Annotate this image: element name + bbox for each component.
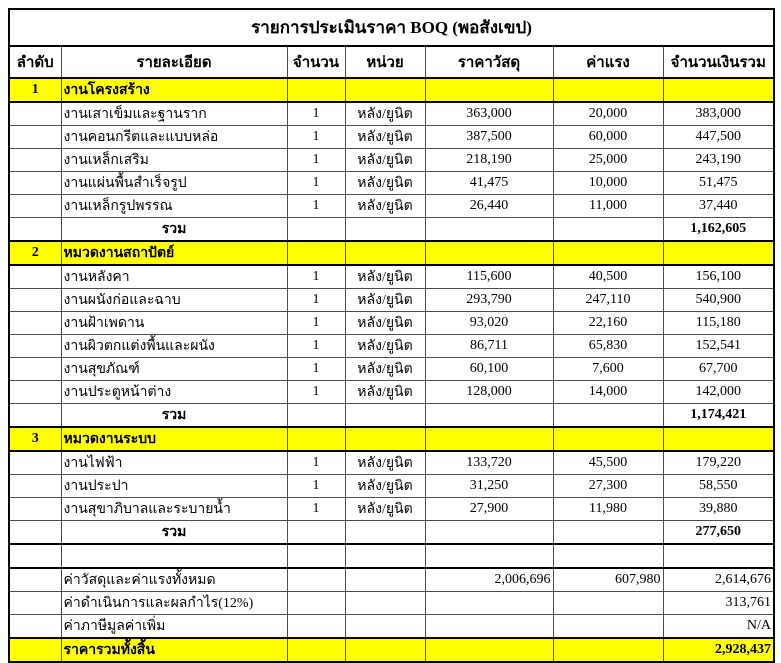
cell-desc: งานประปา bbox=[61, 475, 287, 498]
cell-desc: งานสุขาภิบาลและระบายน้ำ bbox=[61, 498, 287, 521]
cell-no bbox=[9, 568, 61, 592]
cell-total: 37,440 bbox=[663, 195, 774, 218]
cell-labor bbox=[553, 78, 663, 102]
cell-labor bbox=[553, 521, 663, 545]
table-row-item bbox=[9, 312, 774, 335]
cell-no bbox=[9, 218, 61, 242]
cell-material: 218,190 bbox=[425, 149, 553, 172]
cell-unit: หลัง/ยูนิต bbox=[345, 381, 425, 404]
table-row-section bbox=[9, 78, 774, 102]
cell-desc: ค่าดำเนินการและผลกำไร(12%) bbox=[61, 592, 287, 615]
cell-labor bbox=[553, 638, 663, 662]
cell-no bbox=[9, 615, 61, 639]
cell-unit bbox=[345, 404, 425, 428]
cell-material: 115,600 bbox=[425, 265, 553, 289]
cell-unit: หลัง/ยูนิต bbox=[345, 475, 425, 498]
col-header-material: ราคาวัสดุ bbox=[425, 46, 553, 78]
cell-total: 277,650 bbox=[663, 521, 774, 545]
cell-desc: งานฝ้าเพดาน bbox=[61, 312, 287, 335]
cell-material bbox=[425, 592, 553, 615]
cell-labor bbox=[553, 592, 663, 615]
cell-labor: 7,600 bbox=[553, 358, 663, 381]
cell-material: 26,440 bbox=[425, 195, 553, 218]
cell-material: 86,711 bbox=[425, 335, 553, 358]
cell-desc: ค่าวัสดุและค่าแรงทั้งหมด bbox=[61, 568, 287, 592]
table-row-item bbox=[9, 381, 774, 404]
cell-desc: งานเสาเข็มและฐานราก bbox=[61, 102, 287, 126]
table-row-item bbox=[9, 172, 774, 195]
cell-unit: หลัง/ยูนิต bbox=[345, 102, 425, 126]
cell-labor: 27,300 bbox=[553, 475, 663, 498]
cell-no bbox=[9, 358, 61, 381]
cell-no bbox=[9, 149, 61, 172]
cell-labor: 60,000 bbox=[553, 126, 663, 149]
cell-unit: หลัง/ยูนิต bbox=[345, 195, 425, 218]
cell-material bbox=[425, 544, 553, 568]
cell-labor: 11,000 bbox=[553, 195, 663, 218]
cell-labor: 45,500 bbox=[553, 451, 663, 475]
cell-desc bbox=[61, 544, 287, 568]
cell-material: 363,000 bbox=[425, 102, 553, 126]
cell-material: 31,250 bbox=[425, 475, 553, 498]
cell-qty: 1 bbox=[287, 289, 345, 312]
cell-labor: 11,980 bbox=[553, 498, 663, 521]
cell-unit bbox=[345, 592, 425, 615]
cell-total: 1,174,421 bbox=[663, 404, 774, 428]
cell-desc: งานสุขภัณฑ์ bbox=[61, 358, 287, 381]
table-row-item bbox=[9, 498, 774, 521]
table-row-item bbox=[9, 475, 774, 498]
cell-total bbox=[663, 78, 774, 102]
cell-no bbox=[9, 544, 61, 568]
cell-unit: หลัง/ยูนิต bbox=[345, 498, 425, 521]
col-header-desc: รายละเอียด bbox=[61, 46, 287, 78]
cell-qty: 1 bbox=[287, 195, 345, 218]
cell-no bbox=[9, 404, 61, 428]
cell-desc: รวม bbox=[61, 521, 287, 545]
cell-labor bbox=[553, 544, 663, 568]
cell-desc: งานผนังก่อและฉาบ bbox=[61, 289, 287, 312]
cell-labor: 22,160 bbox=[553, 312, 663, 335]
cell-qty: 1 bbox=[287, 358, 345, 381]
title-row bbox=[9, 9, 774, 46]
table-row-item bbox=[9, 265, 774, 289]
table-row-sum bbox=[9, 521, 774, 545]
cell-material bbox=[425, 218, 553, 242]
cell-total: 447,500 bbox=[663, 126, 774, 149]
cell-total: 58,550 bbox=[663, 475, 774, 498]
cell-labor: 14,000 bbox=[553, 381, 663, 404]
cell-qty bbox=[287, 638, 345, 662]
cell-desc: หมวดงานสถาปัตย์ bbox=[61, 241, 287, 265]
cell-qty bbox=[287, 241, 345, 265]
cell-total: 243,190 bbox=[663, 149, 774, 172]
cell-no bbox=[9, 498, 61, 521]
col-header-total: จำนวนเงินรวม bbox=[663, 46, 774, 78]
cell-total: 51,475 bbox=[663, 172, 774, 195]
cell-no bbox=[9, 172, 61, 195]
cell-material: 27,900 bbox=[425, 498, 553, 521]
table-row-footer bbox=[9, 615, 774, 639]
cell-qty: 1 bbox=[287, 475, 345, 498]
cell-qty bbox=[287, 404, 345, 428]
cell-total: 313,761 bbox=[663, 592, 774, 615]
cell-material bbox=[425, 78, 553, 102]
col-header-qty: จำนวน bbox=[287, 46, 345, 78]
cell-total bbox=[663, 427, 774, 451]
cell-no bbox=[9, 475, 61, 498]
cell-total: 156,100 bbox=[663, 265, 774, 289]
cell-total: 39,880 bbox=[663, 498, 774, 521]
cell-no bbox=[9, 381, 61, 404]
cell-desc: งานแผ่นพื้นสำเร็จรูป bbox=[61, 172, 287, 195]
cell-qty bbox=[287, 427, 345, 451]
cell-qty bbox=[287, 78, 345, 102]
cell-total: 67,700 bbox=[663, 358, 774, 381]
cell-unit bbox=[345, 218, 425, 242]
cell-material bbox=[425, 521, 553, 545]
table-body bbox=[9, 78, 774, 662]
cell-qty: 1 bbox=[287, 265, 345, 289]
cell-desc: งานเหล็กเสริม bbox=[61, 149, 287, 172]
cell-material bbox=[425, 427, 553, 451]
cell-qty: 1 bbox=[287, 126, 345, 149]
cell-material: 41,475 bbox=[425, 172, 553, 195]
cell-material: 293,790 bbox=[425, 289, 553, 312]
cell-desc: ราคารวมทั้งสิ้น bbox=[61, 638, 287, 662]
cell-unit: หลัง/ยูนิต bbox=[345, 312, 425, 335]
boq-table bbox=[8, 8, 775, 663]
cell-no: 2 bbox=[9, 241, 61, 265]
cell-qty: 1 bbox=[287, 312, 345, 335]
table-row-sum bbox=[9, 404, 774, 428]
cell-total: 540,900 bbox=[663, 289, 774, 312]
table-row-footer bbox=[9, 568, 774, 592]
cell-desc: งานไฟฟ้า bbox=[61, 451, 287, 475]
cell-unit: หลัง/ยูนิต bbox=[345, 126, 425, 149]
cell-no bbox=[9, 592, 61, 615]
cell-unit: หลัง/ยูนิต bbox=[345, 335, 425, 358]
cell-qty bbox=[287, 218, 345, 242]
cell-labor bbox=[553, 427, 663, 451]
cell-qty bbox=[287, 592, 345, 615]
cell-no bbox=[9, 638, 61, 662]
cell-unit bbox=[345, 544, 425, 568]
cell-total: 115,180 bbox=[663, 312, 774, 335]
cell-material bbox=[425, 638, 553, 662]
table-row-blank bbox=[9, 544, 774, 568]
cell-unit bbox=[345, 521, 425, 545]
table-row-item bbox=[9, 102, 774, 126]
cell-labor bbox=[553, 241, 663, 265]
cell-qty: 1 bbox=[287, 381, 345, 404]
cell-desc: ค่าภาษีมูลค่าเพิ่ม bbox=[61, 615, 287, 639]
cell-unit: หลัง/ยูนิต bbox=[345, 451, 425, 475]
cell-labor: 247,110 bbox=[553, 289, 663, 312]
cell-labor bbox=[553, 615, 663, 639]
cell-unit bbox=[345, 427, 425, 451]
cell-no bbox=[9, 289, 61, 312]
cell-qty: 1 bbox=[287, 102, 345, 126]
cell-desc: งานผิวตกแต่งพื้นและผนัง bbox=[61, 335, 287, 358]
cell-material bbox=[425, 615, 553, 639]
cell-desc: งานโครงสร้าง bbox=[61, 78, 287, 102]
cell-material: 60,100 bbox=[425, 358, 553, 381]
cell-unit: หลัง/ยูนิต bbox=[345, 149, 425, 172]
cell-no bbox=[9, 335, 61, 358]
table-row-footer bbox=[9, 592, 774, 615]
cell-no bbox=[9, 265, 61, 289]
table-row-item bbox=[9, 149, 774, 172]
cell-desc: หมวดงานระบบ bbox=[61, 427, 287, 451]
cell-qty: 1 bbox=[287, 498, 345, 521]
cell-no: 3 bbox=[9, 427, 61, 451]
cell-total: 1,162,605 bbox=[663, 218, 774, 242]
table-row-item bbox=[9, 195, 774, 218]
cell-qty: 1 bbox=[287, 335, 345, 358]
cell-total: 2,614,676 bbox=[663, 568, 774, 592]
cell-total: 179,220 bbox=[663, 451, 774, 475]
cell-qty bbox=[287, 544, 345, 568]
table-row-grand bbox=[9, 638, 774, 662]
cell-desc: รวม bbox=[61, 218, 287, 242]
cell-qty bbox=[287, 568, 345, 592]
cell-total: 142,000 bbox=[663, 381, 774, 404]
table-row-item bbox=[9, 289, 774, 312]
table-row-item bbox=[9, 358, 774, 381]
cell-total bbox=[663, 544, 774, 568]
cell-no bbox=[9, 521, 61, 545]
cell-unit: หลัง/ยูนิต bbox=[345, 289, 425, 312]
cell-no: 1 bbox=[9, 78, 61, 102]
cell-material: 128,000 bbox=[425, 381, 553, 404]
cell-material: 2,006,696 bbox=[425, 568, 553, 592]
cell-material bbox=[425, 404, 553, 428]
table-row-sum bbox=[9, 218, 774, 242]
table-row-item bbox=[9, 335, 774, 358]
cell-qty bbox=[287, 615, 345, 639]
cell-total: 152,541 bbox=[663, 335, 774, 358]
cell-material bbox=[425, 241, 553, 265]
table-row-section bbox=[9, 427, 774, 451]
cell-unit: หลัง/ยูนิต bbox=[345, 265, 425, 289]
cell-no bbox=[9, 312, 61, 335]
cell-qty: 1 bbox=[287, 149, 345, 172]
cell-total: 383,000 bbox=[663, 102, 774, 126]
cell-qty: 1 bbox=[287, 451, 345, 475]
table-row-item bbox=[9, 126, 774, 149]
cell-labor: 10,000 bbox=[553, 172, 663, 195]
col-header-no: ลำดับ bbox=[9, 46, 61, 78]
col-header-unit: หน่วย bbox=[345, 46, 425, 78]
cell-labor: 40,500 bbox=[553, 265, 663, 289]
column-header-row bbox=[9, 46, 774, 78]
table-row-section bbox=[9, 241, 774, 265]
cell-labor: 65,830 bbox=[553, 335, 663, 358]
cell-unit: หลัง/ยูนิต bbox=[345, 172, 425, 195]
table-row-item bbox=[9, 451, 774, 475]
cell-labor bbox=[553, 404, 663, 428]
cell-unit bbox=[345, 568, 425, 592]
cell-unit bbox=[345, 638, 425, 662]
col-header-labor: ค่าแรง bbox=[553, 46, 663, 78]
cell-desc: งานประตูหน้าต่าง bbox=[61, 381, 287, 404]
cell-unit bbox=[345, 615, 425, 639]
cell-unit bbox=[345, 78, 425, 102]
cell-no bbox=[9, 126, 61, 149]
cell-total bbox=[663, 241, 774, 265]
cell-no bbox=[9, 195, 61, 218]
cell-qty: 1 bbox=[287, 172, 345, 195]
cell-desc: รวม bbox=[61, 404, 287, 428]
cell-desc: งานเหล็กรูปพรรณ bbox=[61, 195, 287, 218]
cell-desc: งานคอนกรีตและแบบหล่อ bbox=[61, 126, 287, 149]
cell-labor: 25,000 bbox=[553, 149, 663, 172]
cell-material: 387,500 bbox=[425, 126, 553, 149]
cell-material: 133,720 bbox=[425, 451, 553, 475]
cell-material: 93,020 bbox=[425, 312, 553, 335]
cell-total: 2,928,437 bbox=[663, 638, 774, 662]
page-title: รายการประเมินราคา BOQ (พอสังเขป) bbox=[9, 9, 774, 46]
cell-labor: 20,000 bbox=[553, 102, 663, 126]
cell-labor bbox=[553, 218, 663, 242]
cell-desc: งานหลังคา bbox=[61, 265, 287, 289]
cell-unit bbox=[345, 241, 425, 265]
cell-labor: 607,980 bbox=[553, 568, 663, 592]
cell-unit: หลัง/ยูนิต bbox=[345, 358, 425, 381]
cell-no bbox=[9, 451, 61, 475]
cell-total: N/A bbox=[663, 615, 774, 639]
cell-qty bbox=[287, 521, 345, 545]
cell-no bbox=[9, 102, 61, 126]
